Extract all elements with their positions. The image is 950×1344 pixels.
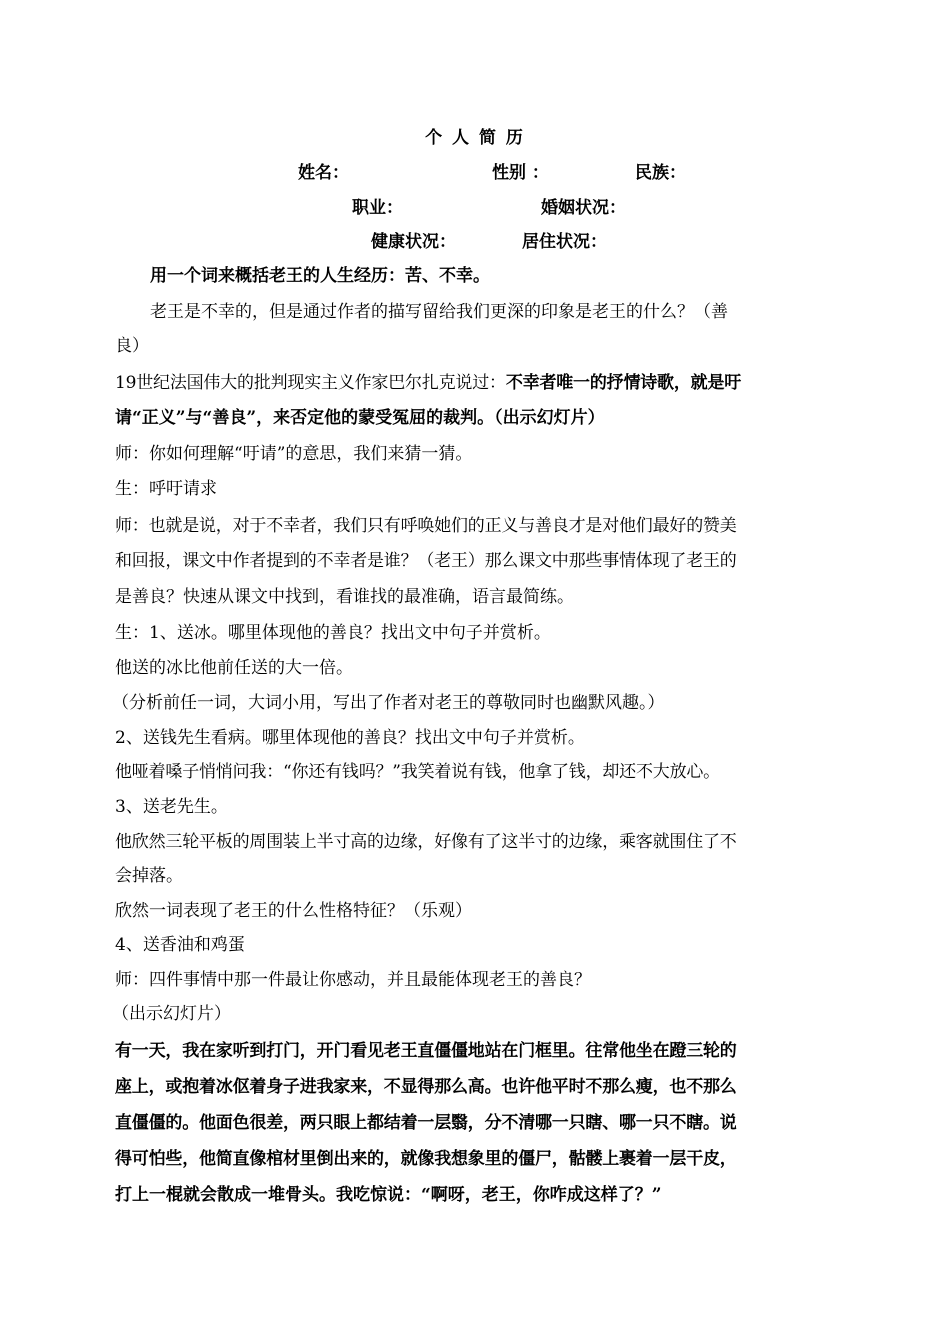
dialogue-line: 生：呼吁请求: [115, 479, 217, 499]
dialogue-line: 生：1、送冰。哪里体现他的善良？找出文中句子并赏析。: [115, 623, 551, 643]
dialogue-line: 他哑着嗓子悄悄问我：“你还有钱吗？”我笑着说有钱，他拿了钱，却还不大放心。: [115, 762, 720, 782]
dialogue-line: （分析前任一词，大词小用，写出了作者对老王的尊敬同时也幽默风趣。）: [112, 693, 665, 713]
page-title: 个 人 简 历: [425, 128, 525, 148]
dialogue-line: 师：你如何理解“吁请”的意思，我们来猜一猜。: [115, 444, 473, 464]
quote-line: 请“正义”与“善良”，来否定他的蒙受冤屈的裁判。（出示幻灯片）: [115, 408, 605, 428]
dialogue-line: （出示幻灯片）: [112, 1004, 231, 1024]
quote-line: [115, 371, 840, 395]
dialogue-line: 师：四件事情中那一件最让你感动，并且最能体现老王的善良？: [115, 970, 591, 990]
excerpt-line: 有一天，我在家听到打门，开门看见老王直僵僵地站在门框里。往常他坐在蹬三轮的: [115, 1041, 737, 1061]
dialogue-line: 和回报，课文中作者提到的不幸者是谁？（老王）那么课文中那些事情体现了老王的: [115, 551, 737, 571]
field-gender-label: 性别 ：: [492, 163, 549, 183]
dialogue-line: 4、送香油和鸡蛋: [115, 935, 245, 955]
dialogue-line: 会掉落。: [115, 866, 183, 886]
quote-bold: 不幸者唯一的抒情诗歌，就是吁: [505, 373, 742, 393]
dialogue-line: 欣然一词表现了老王的什么性格特征？（乐观）: [115, 901, 472, 921]
dialogue-line: 他送的冰比他前任送的大一倍。: [115, 658, 353, 678]
excerpt-line: 座上，或抱着冰伛着身子进我家来，不显得那么高。也许他平时不那么瘦，也不那么: [115, 1077, 737, 1097]
excerpt-line: 得可怕些，他简直像棺材里倒出来的，就像我想象里的僵尸，骷髅上裹着一层干皮，: [115, 1149, 737, 1169]
excerpt-line: 直僵僵的。他面色很差，两只眼上都结着一层翳，分不清哪一只瞎、哪一只不瞎。说: [115, 1113, 737, 1133]
field-health-label: 健康状况：: [371, 232, 456, 252]
quote-intro: 19世纪法国伟大的批判现实主义作家巴尔扎克说过：: [115, 373, 506, 393]
dialogue-line: 是善良？快速从课文中找到，看谁找的最准确，语言最简练。: [115, 587, 574, 607]
dialogue-line: 3、送老先生。: [115, 797, 228, 817]
dialogue-line: 师：也就是说，对于不幸者，我们只有呼唤她们的正义与善良才是对他们最好的赞美: [115, 516, 737, 536]
paragraph-line: 老王是不幸的，但是通过作者的描写留给我们更深的印象是老王的什么？（善: [150, 302, 728, 322]
field-occupation-label: 职业：: [352, 198, 403, 218]
field-residence-label: 居住状况：: [522, 232, 607, 252]
field-marital-label: 婚姻状况：: [541, 198, 626, 218]
summary-line: 用一个词来概括老王的人生经历：苦、不幸。: [150, 266, 490, 286]
field-name-label: 姓名：: [298, 163, 349, 183]
field-ethnicity-label: 民族：: [635, 163, 686, 183]
paragraph-line: 良）: [115, 336, 149, 356]
excerpt-line: 打上一棍就会散成一堆骨头。我吃惊说：“啊呀，老王，你咋成这样了？”: [115, 1185, 662, 1205]
dialogue-line: 2、送钱先生看病。哪里体现他的善良？找出文中句子并赏析。: [115, 728, 585, 748]
dialogue-line: 他欣然三轮平板的周围装上半寸高的边缘，好像有了这半寸的边缘，乘客就围住了不: [115, 832, 737, 852]
